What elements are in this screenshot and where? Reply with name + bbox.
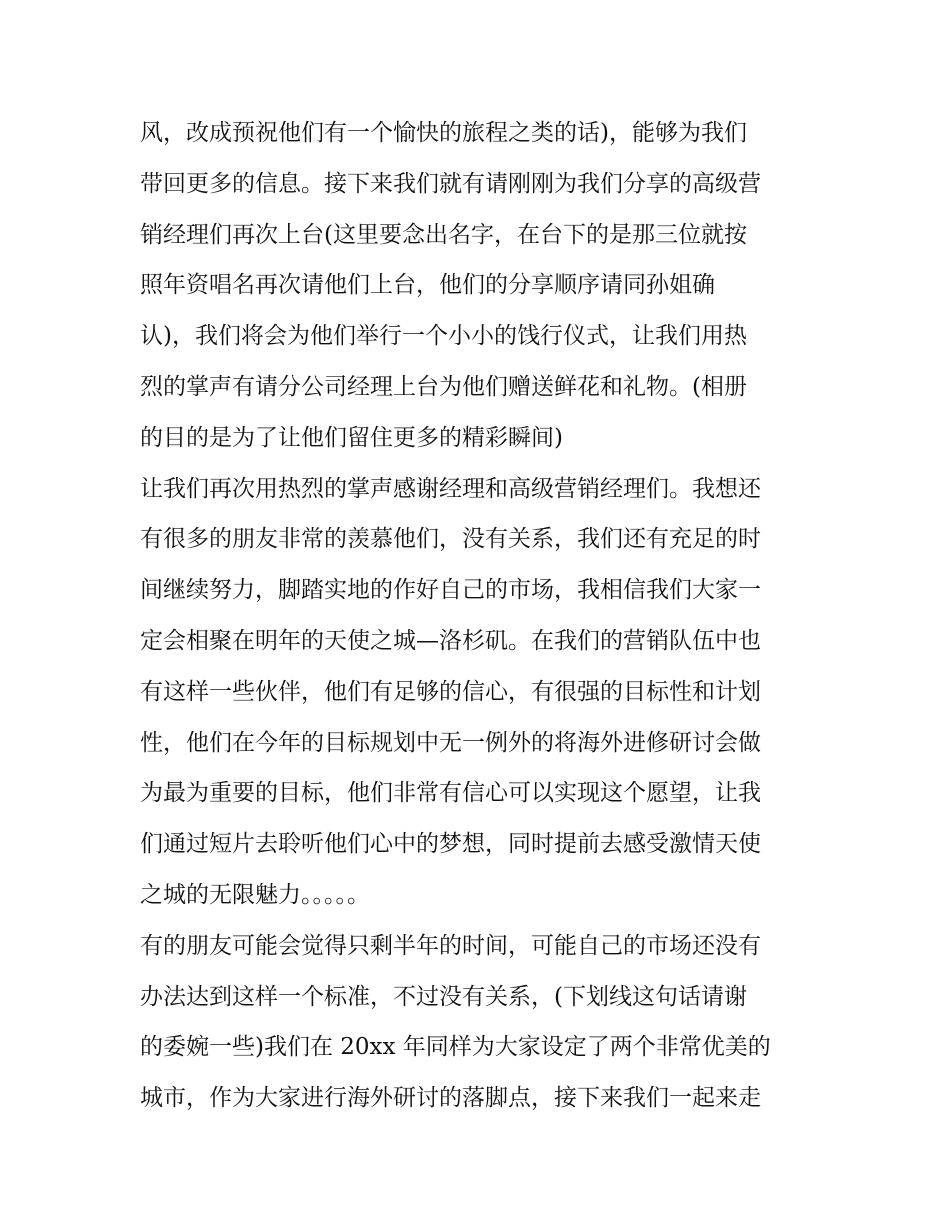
text-line: 性，他们在今年的目标规划中无一例外的将海外进修研讨会做 (140, 729, 761, 756)
text-line: 的目的是为了让他们留住更多的精彩瞬间) (140, 424, 563, 451)
text-line: 烈的掌声有请分公司经理上台为他们赠送鲜花和礼物。(相册 (140, 373, 747, 400)
text-line: 照年资唱名再次请他们上台，他们的分享顺序请同孙姐确 (140, 272, 715, 299)
text-line: 风，改成预祝他们有一个愉快的旅程之类的话)，能够为我们 (140, 120, 747, 146)
text-line: 之城的无限魅力。。。。。 (140, 881, 370, 908)
text-line: 为最为重要的目标，他们非常有信心可以实现这个愿望，让我 (140, 780, 761, 807)
text-line: 们通过短片去聆听他们心中的梦想，同时提前去感受激情天使 (140, 831, 761, 858)
text-line: 城市，作为大家进行海外研讨的落脚点，接下来我们一起来走 (140, 1085, 761, 1112)
text-line: 的委婉一些)我们在 20xx 年同样为大家设定了两个非常优美的 (140, 1034, 771, 1061)
text-line: 定会相聚在明年的天使之城—洛杉矶。在我们的营销队伍中也 (140, 627, 761, 654)
text-line: 销经理们再次上台(这里要念出名字，在台下的是那三位就按 (140, 221, 747, 248)
text-line: 带回更多的信息。接下来我们就有请刚刚为我们分享的高级营 (140, 170, 761, 197)
text-line: 间继续努力，脚踏实地的作好自己的市场，我相信我们大家一 (140, 577, 761, 604)
text-line: 办法达到这样一个标准，不过没有关系，(下划线这句话请谢 (140, 983, 747, 1010)
text-line: 有的朋友可能会觉得只剩半年的时间，可能自己的市场还没有 (140, 932, 761, 959)
body-text (140, 108, 830, 1124)
text-line: 有这样一些伙伴，他们有足够的信心，有很强的目标性和计划 (140, 678, 761, 705)
text-line: 有很多的朋友非常的羡慕他们，没有关系，我们还有充足的时 (140, 526, 761, 553)
text-line: 认)，我们将会为他们举行一个小小的饯行仪式，让我们用热 (140, 323, 747, 350)
text-line: 让我们再次用热烈的掌声感谢经理和高级营销经理们。我想还 (140, 475, 761, 502)
